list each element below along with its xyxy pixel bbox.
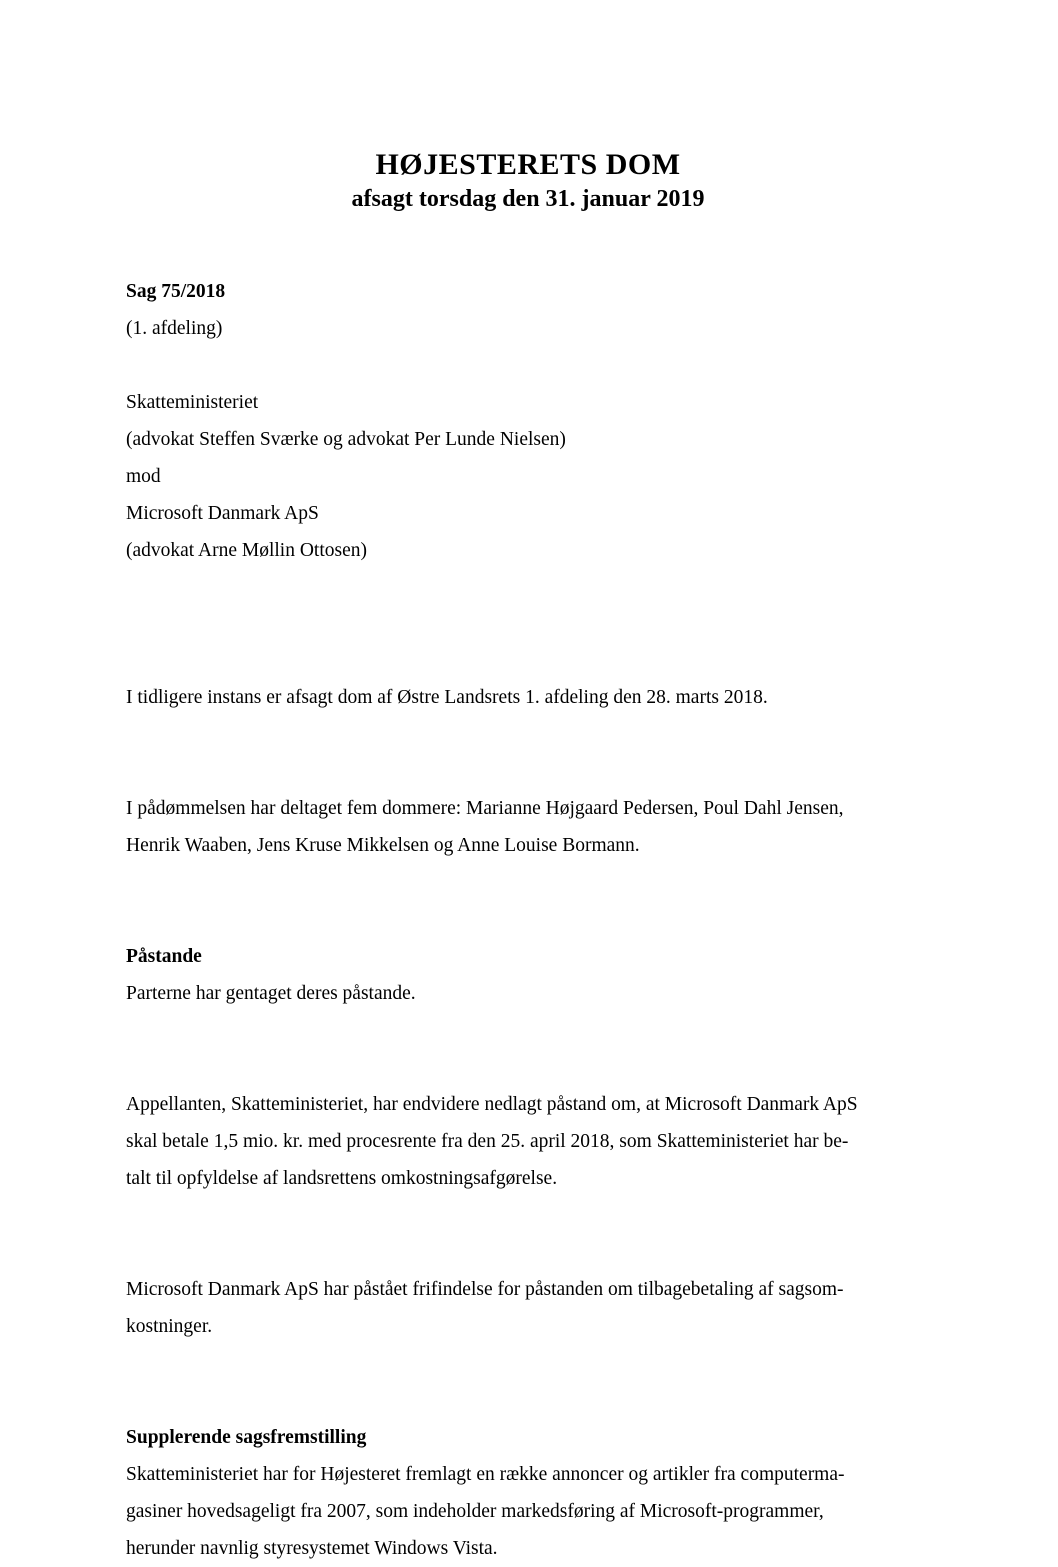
claims-paragraph-3 <box>126 1271 930 1345</box>
section-heading-supplementary: Supplerende sagsfremstilling <box>126 1427 367 1448</box>
versus-label: mod <box>126 466 161 487</box>
prior-instance-paragraph <box>126 679 930 716</box>
claims-paragraph-2 <box>126 1086 930 1197</box>
claims-paragraph-3-line: Microsoft Danmark ApS har påstået frifindelse for påstanden om tilbagebetaling af sagsom- <box>126 1279 844 1300</box>
claims-paragraph-2-line: talt til opfyldelse af landsrettens omkostningsafgørelse. <box>126 1168 558 1189</box>
respondent-counsel: (advokat Arne Møllin Ottosen) <box>126 540 367 561</box>
parties-block <box>126 384 930 569</box>
supplementary-paragraph-line: Skatteministeriet har for Højesteret fremlagt en række annoncer og artikler fra computerma- <box>126 1464 845 1485</box>
claims-paragraph-1: Parterne har gentaget deres påstande. <box>126 983 416 1004</box>
document-title: HØJESTERETS DOM <box>375 148 681 181</box>
supplementary-paragraph-line: gasiner hovedsageligt fra 2007, som indeholder markedsføring af Microsoft-programmer, <box>126 1501 824 1522</box>
claims-paragraph-2-line: Appellanten, Skatteministeriet, har endvidere nedlagt påstand om, at Microsoft Danmark ApS <box>126 1094 858 1115</box>
respondent-name: Microsoft Danmark ApS <box>126 503 319 524</box>
section-supplementary <box>126 1419 930 1567</box>
judges-paragraph <box>126 790 930 864</box>
document-subtitle: afsagt torsdag den 31. januar 2019 <box>351 186 705 212</box>
claims-paragraph-3-line: kostninger. <box>126 1316 213 1337</box>
section-claims <box>126 938 930 1012</box>
judges-line: I pådømmelsen har deltaget fem dommere: Marianne Højgaard Pedersen, Poul Dahl Jensen, <box>126 798 844 819</box>
case-info-block <box>126 273 930 347</box>
appellant-name: Skatteministeriet <box>126 392 259 413</box>
section-heading-claims: Påstande <box>126 946 202 967</box>
case-number: Sag 75/2018 <box>126 281 226 302</box>
supplementary-paragraph-line: herunder navnlig styresystemet Windows Vista. <box>126 1538 498 1559</box>
appellant-counsel: (advokat Steffen Sværke og advokat Per Lunde Nielsen) <box>126 429 566 450</box>
case-division: (1. afdeling) <box>126 318 223 339</box>
prior-instance-text: I tidligere instans er afsagt dom af Østre Landsrets 1. afdeling den 28. marts 2018. <box>126 687 768 708</box>
judges-line: Henrik Waaben, Jens Kruse Mikkelsen og Anne Louise Bormann. <box>126 835 640 856</box>
claims-paragraph-2-line: skal betale 1,5 mio. kr. med procesrente fra den 25. april 2018, som Skatteministeriet har be- <box>126 1131 849 1152</box>
